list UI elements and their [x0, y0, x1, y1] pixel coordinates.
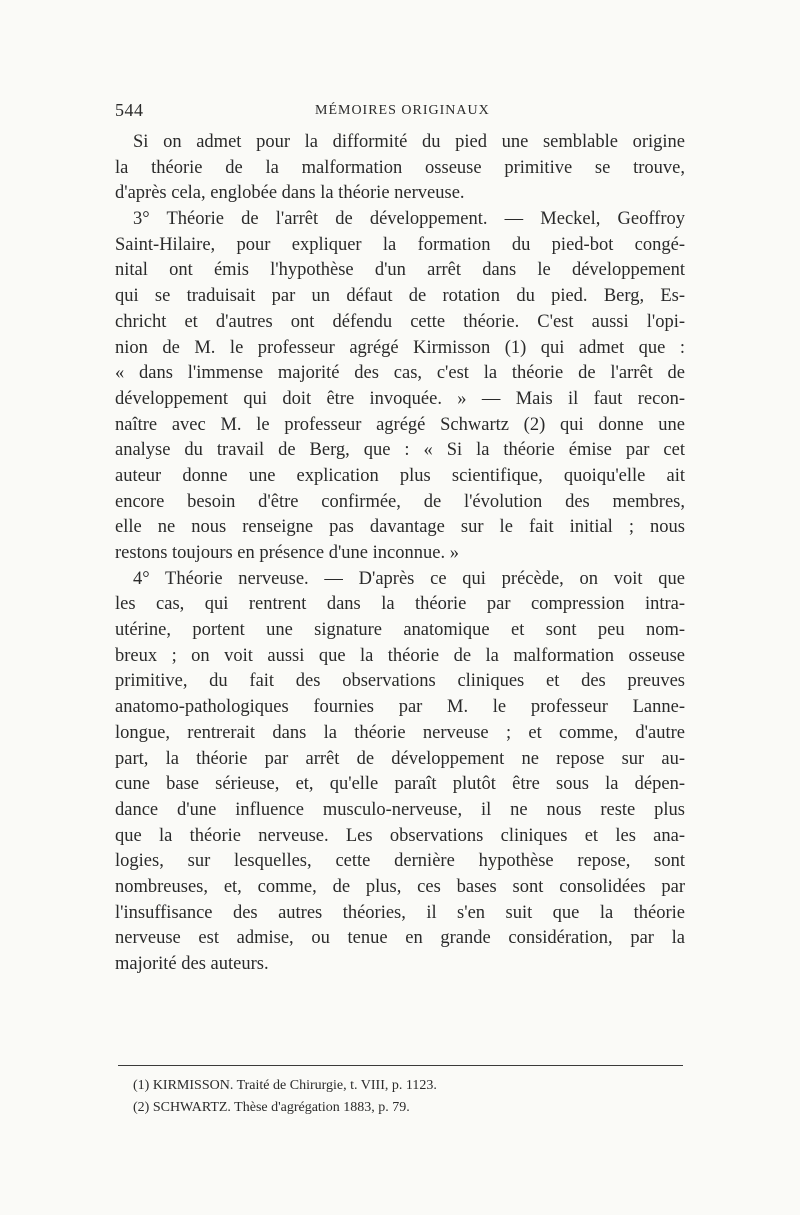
text-line: majorité des auteurs. [115, 954, 269, 974]
text-line: dance d'une influence musculo-nerveuse, il ne nous reste plus [115, 799, 685, 820]
section-heading-line: 3° Théorie de l'arrêt de développement. — Meckel, Geoffroy [133, 209, 685, 230]
text-line: Si on admet pour la difformité du pied une semblable origine [133, 132, 685, 152]
text-line: nerveuse est admise, ou tenue en grande considération, par la [115, 928, 685, 949]
text-line: cune base sérieuse, et, qu'elle paraît plutôt être sous la dépen- [115, 774, 685, 795]
section-heading-line: 4° Théorie nerveuse. — D'après ce qui précède, on voit que [133, 568, 685, 589]
text-line: Saint-Hilaire, pour expliquer la formation du pied-bot congé- [115, 234, 685, 255]
page-header [115, 100, 685, 124]
page-number: 544 [115, 100, 144, 120]
text-line: auteur donne une explication plus scientifique, quoiqu'elle ait [115, 465, 685, 486]
footnote-divider [118, 1065, 683, 1066]
footnote: (1) KIRMISSON. Traité de Chirurgie, t. VIII, p. 1123. [133, 1078, 437, 1093]
text-line: part, la théorie par arrêt de développement ne repose sur au- [115, 748, 685, 769]
text-line: primitive, du fait des observations cliniques et des preuves [115, 671, 685, 692]
text-line: anatomo-pathologiques fournies par M. le professeur Lanne- [115, 697, 685, 718]
text-line: qui se traduisait par un défaut de rotation du pied. Berg, Es- [115, 286, 685, 307]
text-line: nion de M. le professeur agrégé Kirmisson (1) qui admet que : [115, 337, 685, 358]
text-line: analyse du travail de Berg, que : « Si la théorie émise par cet [115, 440, 685, 461]
text-line: que la théorie nerveuse. Les observations cliniques et les ana- [115, 825, 685, 846]
footnotes [133, 1075, 683, 1119]
text-line: « dans l'immense majorité des cas, c'est la théorie de l'arrêt de [115, 363, 685, 384]
text-line: naître avec M. le professeur agrégé Schwartz (2) qui donne une [115, 414, 685, 435]
text-line: elle ne nous renseigne pas davantage sur le fait initial ; nous [115, 517, 685, 538]
footnote: (2) SCHWARTZ. Thèse d'agrégation 1883, p. 79. [133, 1100, 410, 1115]
text-line: la théorie de la malformation osseuse primitive se trouve, [115, 157, 685, 178]
text-line: encore besoin d'être confirmée, de l'évolution des membres, [115, 491, 685, 512]
text-line: nombreuses, et, comme, de plus, ces bases sont consolidées par [115, 876, 685, 897]
body-text [115, 130, 685, 978]
text-line: logies, sur lesquelles, cette dernière hypothèse repose, sont [115, 851, 685, 872]
text-line: longue, rentrerait dans la théorie nerveuse ; et comme, d'autre [115, 722, 685, 743]
text-line: chricht et d'autres ont défendu cette théorie. C'est aussi l'opi- [115, 311, 685, 332]
running-head: MÉMOIRES ORIGINAUX [315, 103, 490, 118]
text-line: breux ; on voit aussi que la théorie de la malformation osseuse [115, 645, 685, 666]
text-line: l'insuffisance des autres théories, il s'en suit que la théorie [115, 902, 685, 923]
text-line: d'après cela, englobée dans la théorie nerveuse. [115, 183, 465, 204]
text-line: les cas, qui rentrent dans la théorie par compression intra- [115, 594, 685, 615]
text-line: nital ont émis l'hypothèse d'un arrêt dans le développement [115, 260, 685, 281]
text-line: utérine, portent une signature anatomique et sont peu nom- [115, 620, 685, 641]
text-line: restons toujours en présence d'une inconnue. » [115, 543, 459, 563]
text-line: développement qui doit être invoquée. » — Mais il faut recon- [115, 388, 685, 409]
